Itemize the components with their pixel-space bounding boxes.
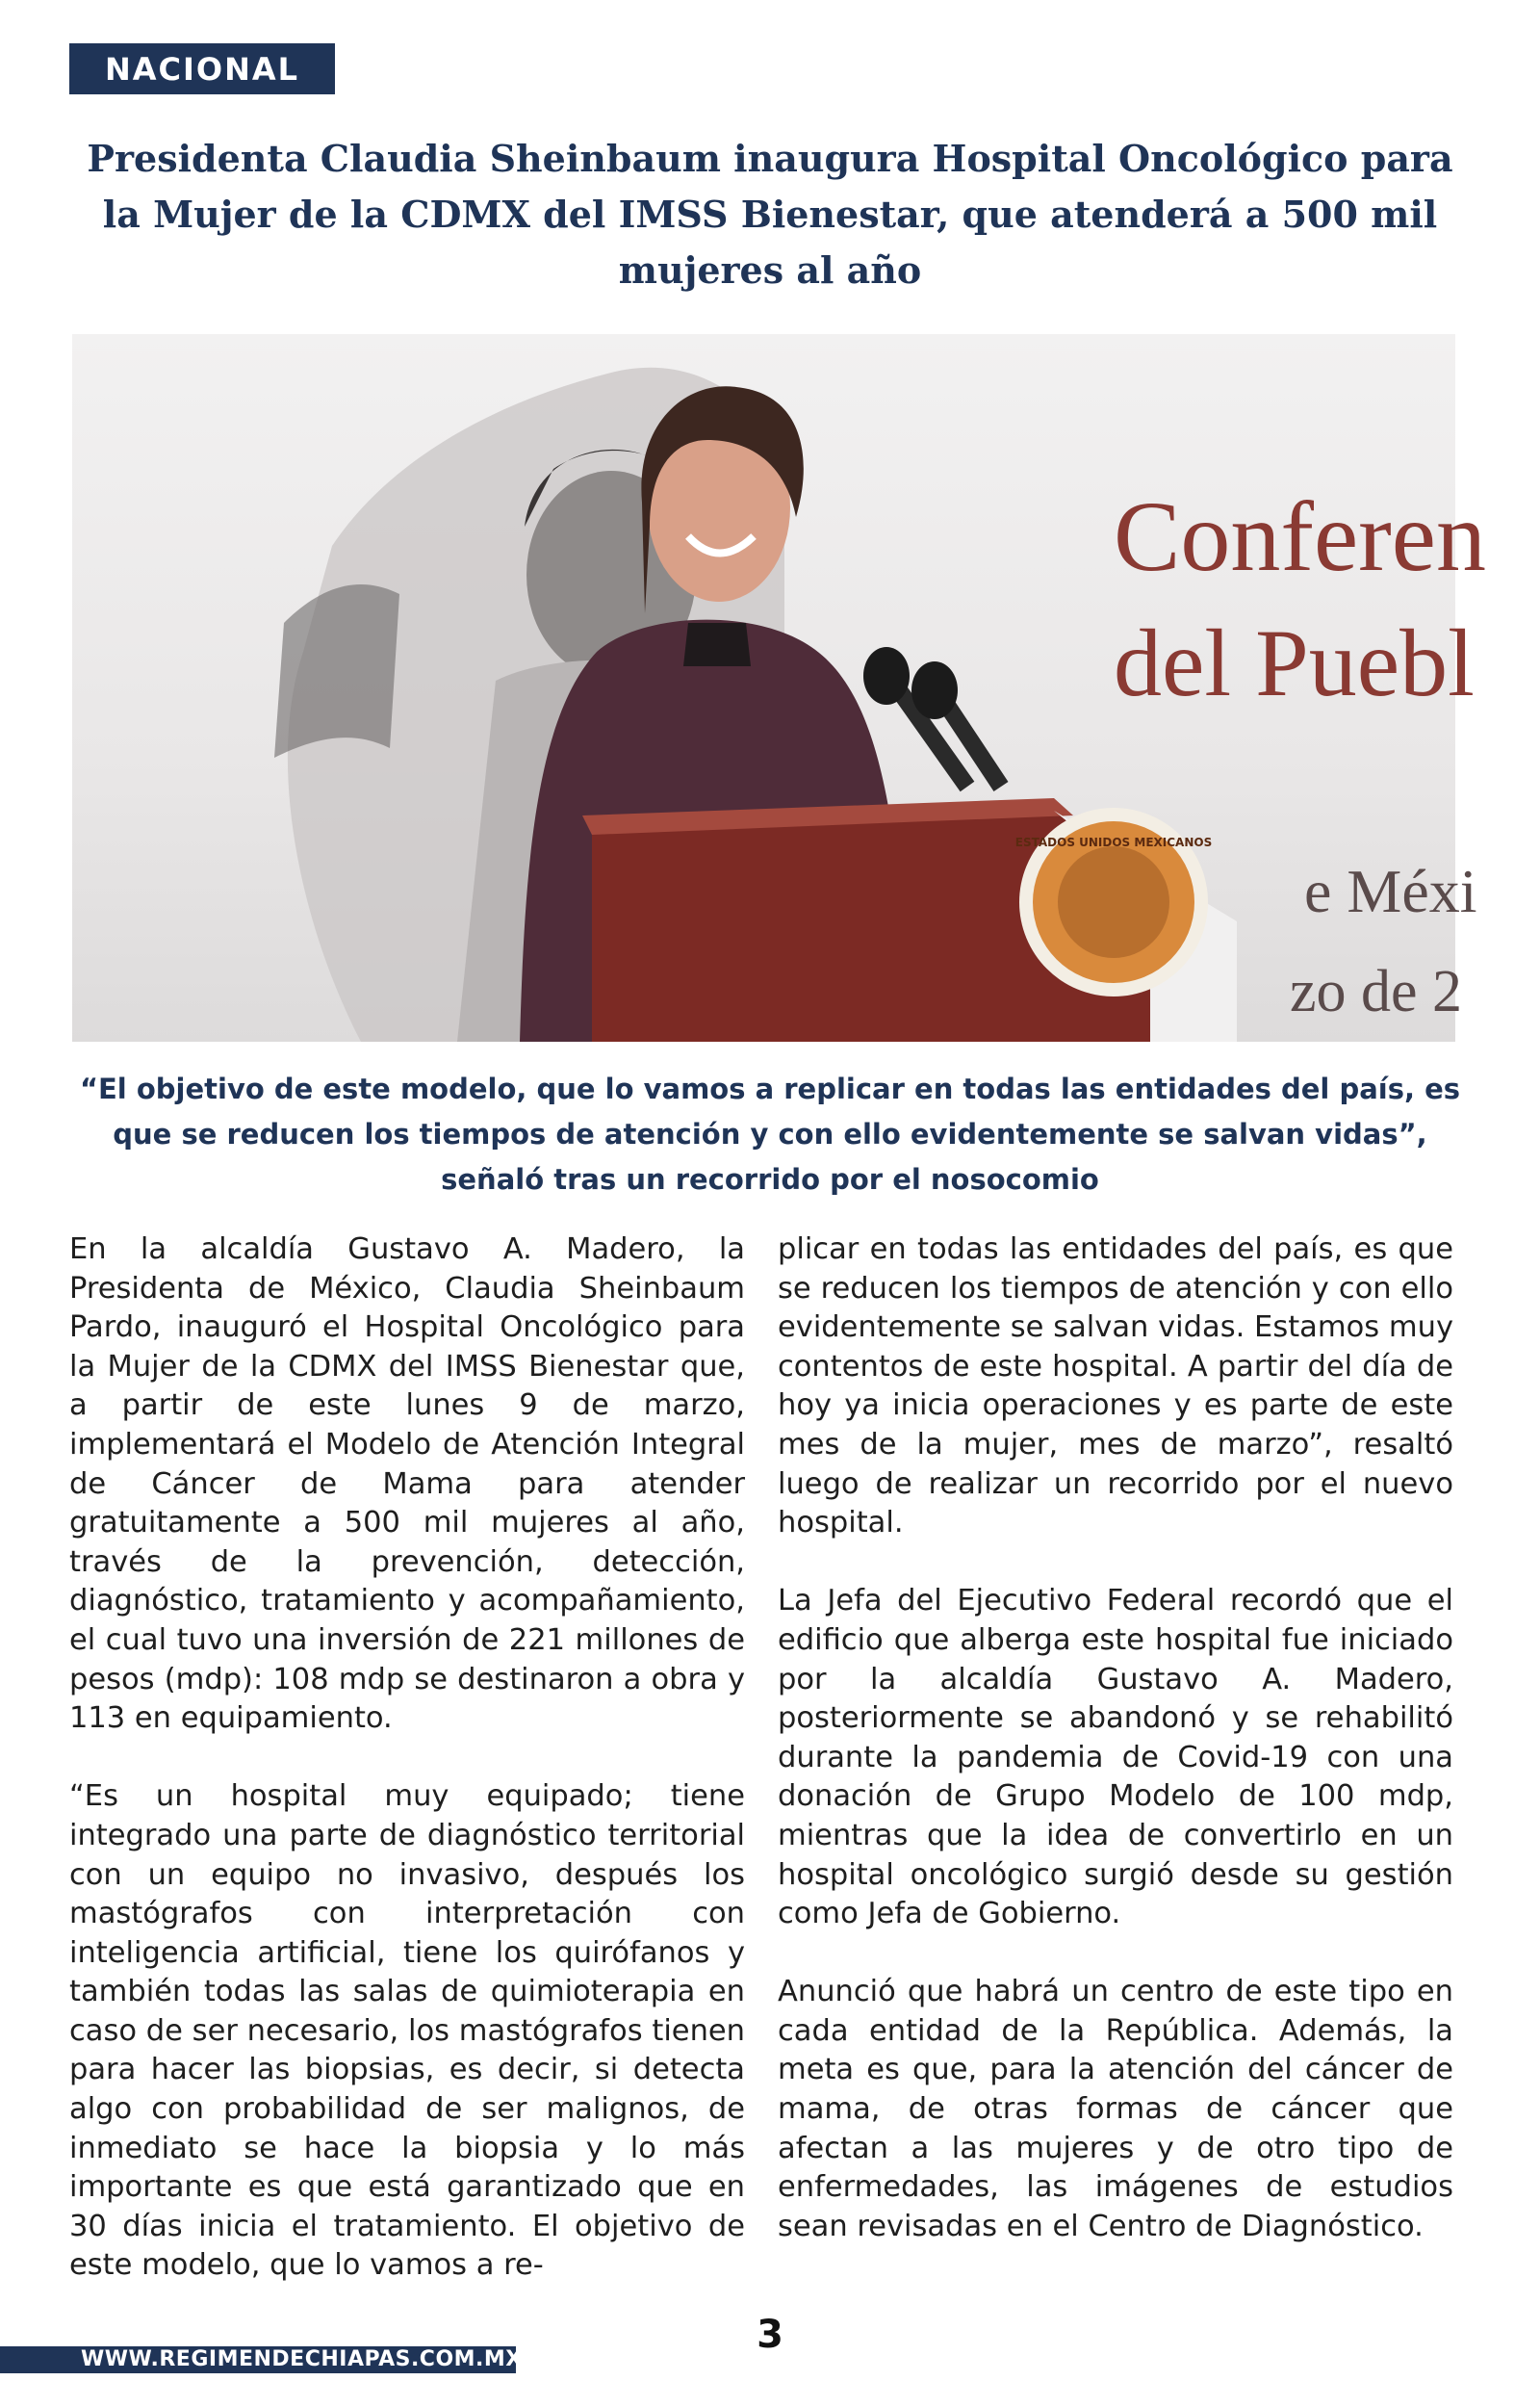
paragraph: plicar en todas las entidades del país, es que se reducen los tiempos de atención y con ello evidentemente se salvan vidas. Estamos muy contentos de este hospital. A partir del día de hoy ya inicia operaciones y es parte de este mes de la mujer, mes de marzo”, resaltó luego de realizar un recorrido por el nuevo hospital. bbox=[778, 1232, 1453, 1540]
article-column-right bbox=[778, 1230, 1453, 2246]
article-headline: Presidenta Claudia Sheinbaum inaugura Hospital Oncológico para la Mujer de la CDMX del IMSS Bienestar, que atenderá a 500 mil mujeres al año bbox=[87, 137, 1453, 292]
paragraph: Anunció que habrá un centro de este tipo en cada entidad de la República. Además, la meta es que, para la atención del cáncer de mama, de otras formas de cáncer que afectan a las mujeres y de otro tipo de enfermedades, las imágenes de estudios sean revisadas en el Centro de Diagnóstico. bbox=[778, 1975, 1453, 2243]
flag-shadow bbox=[274, 584, 399, 758]
press-conference-illustration bbox=[72, 334, 1486, 1042]
pull-quote: “El objetivo de este modelo, que lo vamos a replicar en todas las entidades del país, es que se reducen los tiempos de atención y con ello evidentemente se salvan vidas”, señaló tras un recorrido por el nosocomio bbox=[79, 1073, 1461, 1196]
paragraph: La Jefa del Ejecutivo Federal recordó que el edificio que alberga este hospital fue iniciado por la alcaldía Gustavo A. Madero, posteriormente se abandonó y se rehabilitó durante la pandemia de Covid-19 con una donación de Grupo Modelo de 100 mdp, mientras que la idea de convertirlo en un hospital oncológico surgió desde su gestión como Jefa de Gobierno. bbox=[778, 1584, 1453, 1931]
banner-line-1: Conferen bbox=[1114, 481, 1486, 592]
eagle-emblem-icon bbox=[1058, 846, 1169, 958]
page-number: 3 bbox=[757, 2313, 783, 2357]
section-label: NACIONAL bbox=[69, 43, 335, 94]
banner-line-3: e Méxi bbox=[1304, 857, 1477, 925]
seal-text: ESTADOS UNIDOS MEXICANOS bbox=[1014, 836, 1213, 849]
banner-line-4: zo de 2 bbox=[1290, 959, 1463, 1024]
microphone-head-left bbox=[863, 647, 910, 705]
website-url[interactable]: WWW.REGIMENDECHIAPAS.COM.MX bbox=[0, 2346, 516, 2373]
paragraph: En la alcaldía Gustavo A. Madero, la Presidenta de México, Claudia Sheinbaum Pardo, inauguró el Hospital Oncológico para la Mujer de la CDMX del IMSS Bienestar que, a partir de este lunes 9 de marzo, implementará el Modelo de Atención Integral de Cáncer de Mama para atender gratuitamente a 500 mil mujeres al año, través de la prevención, detección, diagnóstico, tratamiento y acompañamiento, el cual tuvo una inversión de 221 millones de pesos (mdp): 108 mdp se destinaron a obra y 113 en equipamiento. bbox=[69, 1232, 745, 1736]
banner-line-2: del Puebl bbox=[1114, 609, 1475, 716]
article-photo bbox=[72, 334, 1486, 1042]
microphone-head-right bbox=[911, 661, 958, 719]
paragraph: “Es un hospital muy equipado; tiene integrado una parte de diagnóstico territorial con un equipo no invasivo, después los mastógrafos con interpretación con inteligencia artificial, tiene los quirófanos y también todas las salas de quimioterapia en caso de ser necesario, los mastógrafos tienen para hacer las biopsias, es decir, si detecta algo con probabilidad de ser malignos, de inmediato se hace la biopsia y lo más importante es que está garantizado que en 30 días inicia el tratamiento. El objetivo de este modelo, que lo vamos a re- bbox=[69, 1779, 745, 2283]
speaker-collar bbox=[683, 623, 751, 666]
article-column-left bbox=[69, 1230, 745, 2286]
